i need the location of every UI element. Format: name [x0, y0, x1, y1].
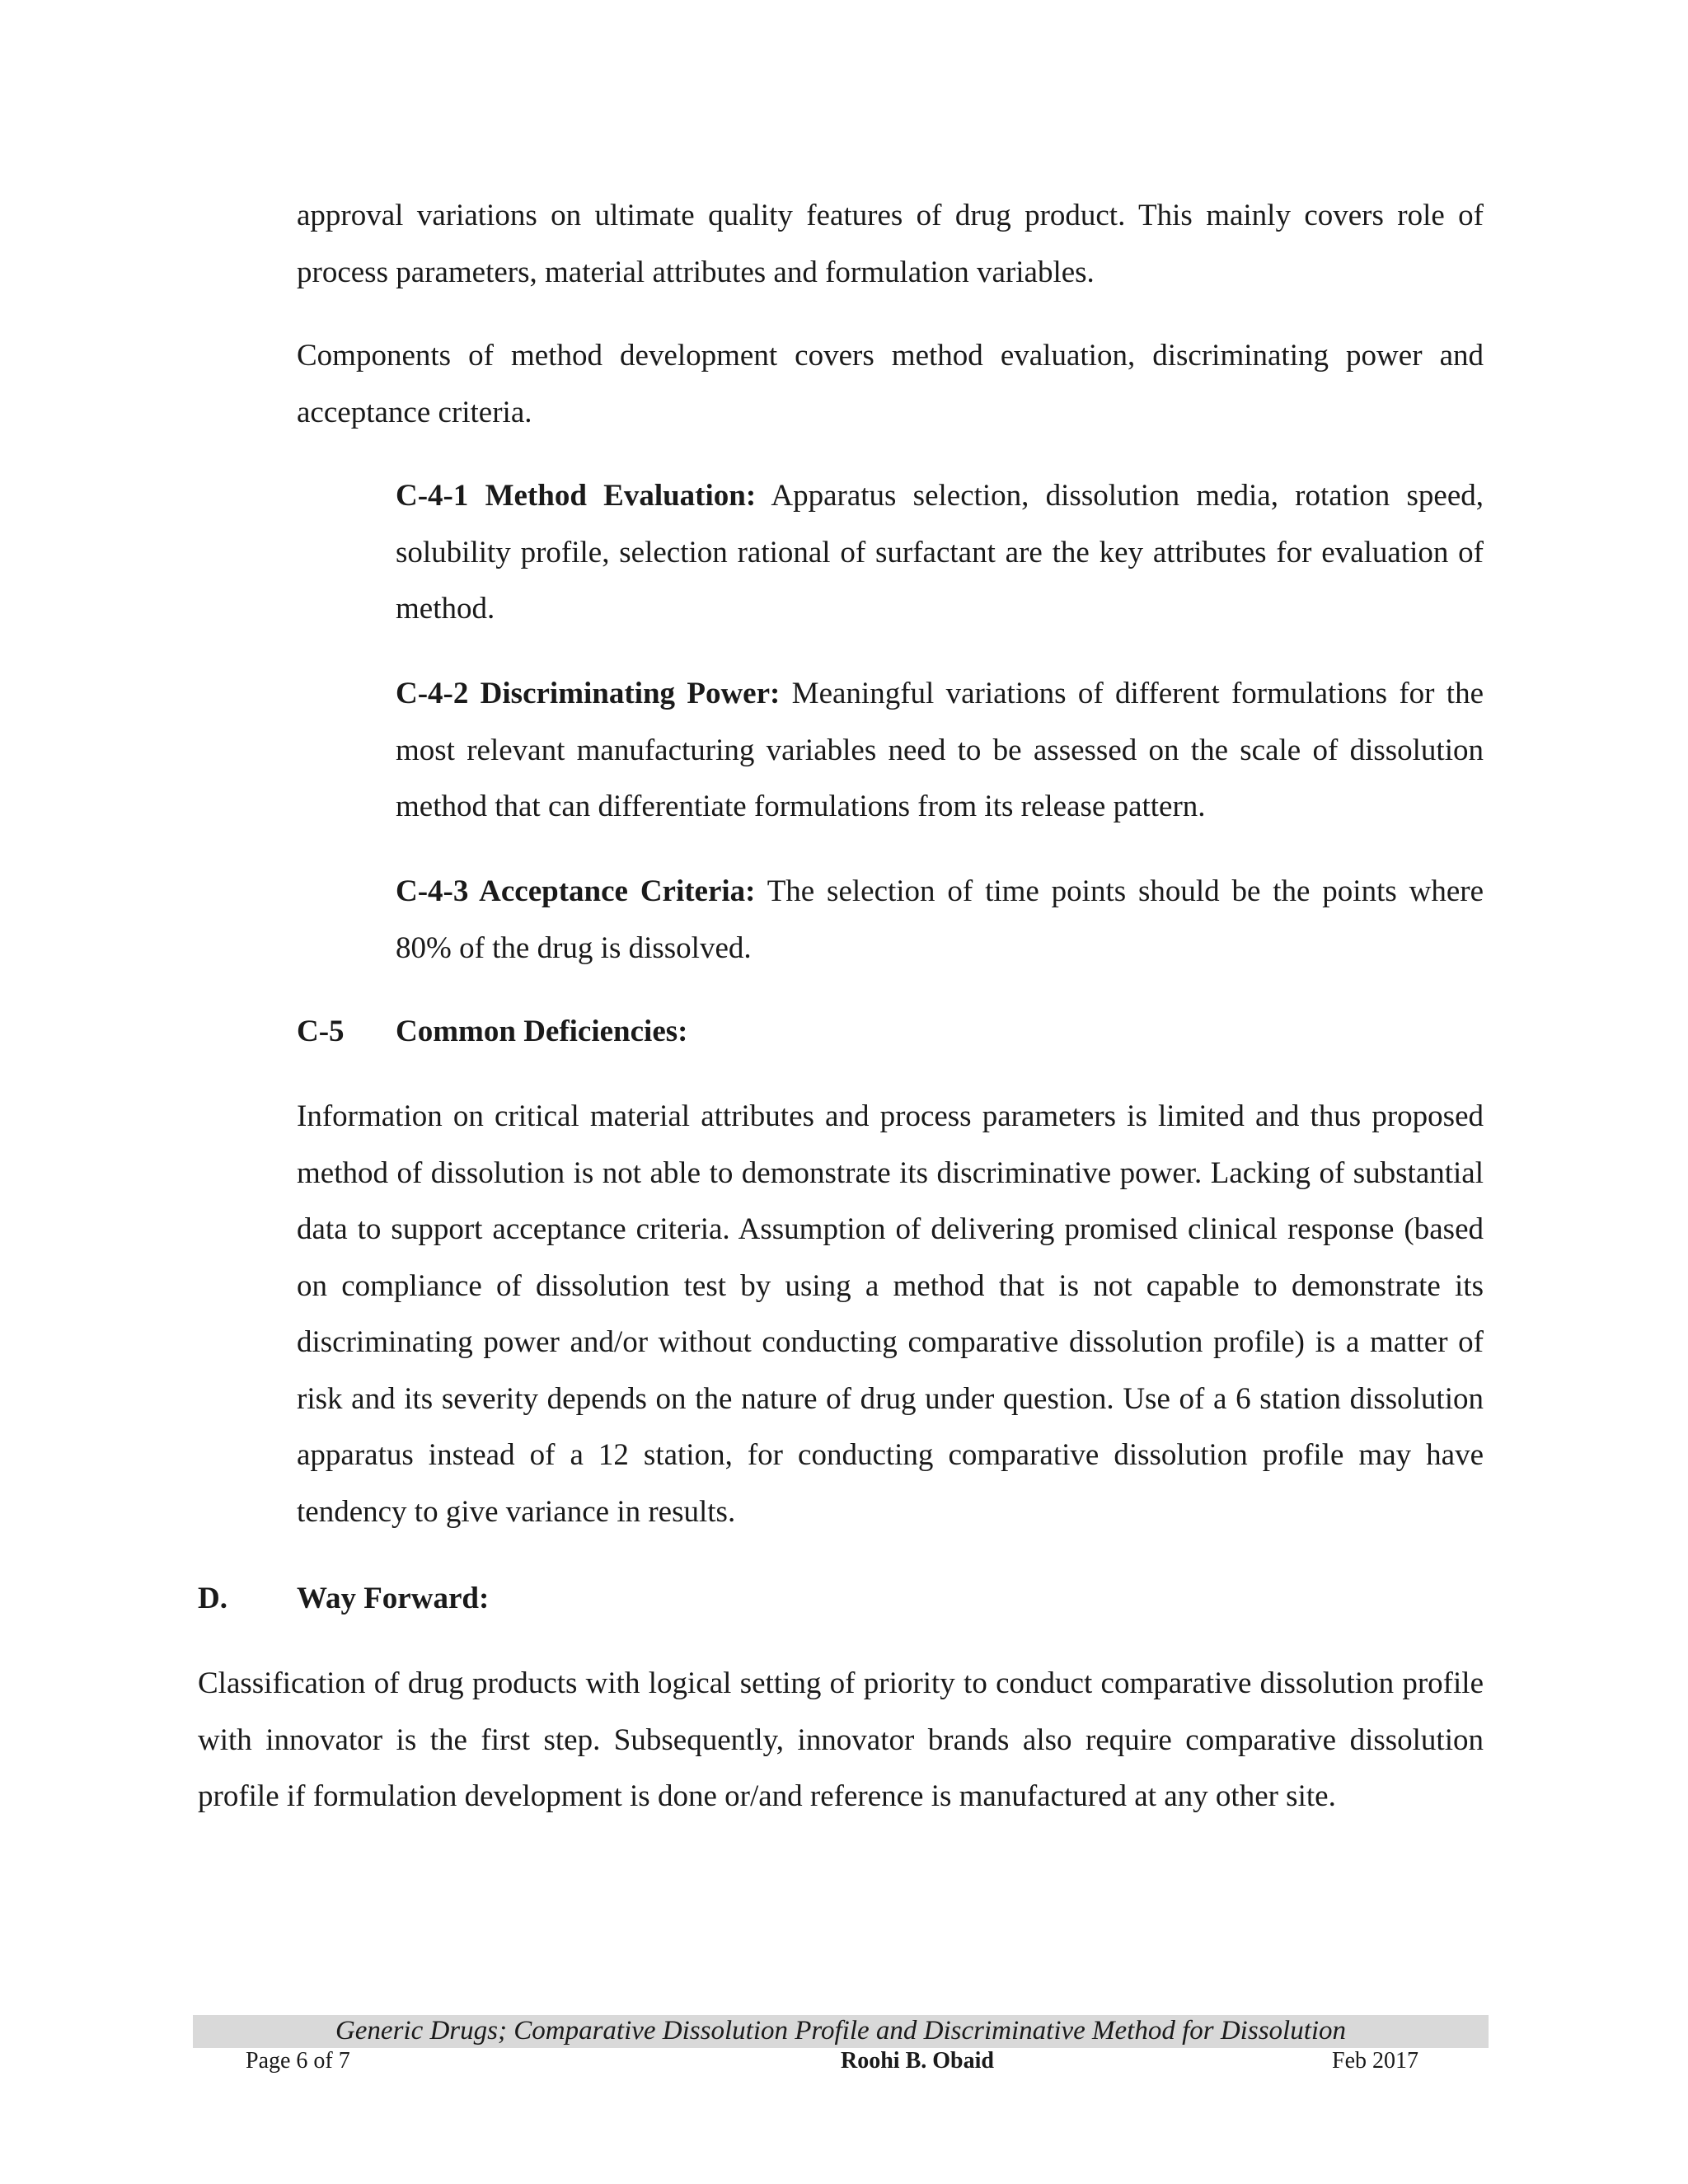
subsection-text: Meaningful variations of different formulations for the most relevant manufacturing variables need to be assessed on the scale of dissolution method that can differentiate formulations from its release pattern.: [396, 677, 1484, 823]
intro-continuation-paragraph: approval variations on ultimate quality features of drug product. This mainly covers role of process parameters, material attributes and formulation variables.: [297, 199, 1484, 289]
section-c5-number: C-5: [297, 1015, 345, 1048]
subsection-discriminating-power: [396, 666, 1484, 836]
section-d-heading: [198, 1571, 1022, 1627]
components-paragraph: Components of method development covers method evaluation, discriminating power and acceptance criteria.: [297, 339, 1484, 429]
footer-date: Feb 2017: [1332, 2048, 1418, 2074]
subsection-label: C-4-3 Acceptance Criteria:: [396, 874, 756, 908]
subsection-label: C-4-2 Discriminating Power:: [396, 677, 781, 710]
footer-document-title: Generic Drugs; Comparative Dissolution Profile and Discriminative Method for Dissolution: [335, 2016, 1347, 2046]
section-d-number: D.: [198, 1582, 227, 1615]
footer-author: Roohi B. Obaid: [841, 2048, 994, 2074]
section-c5-paragraph: Information on critical material attributes and process parameters is limited and thus proposed method of dissolution is not able to demonstrate its discriminative power. Lacking of substantial data to support acceptance criteria. Assumption of delivering promised clinical response (based on compliance of dissolution test by using a method that is not capable to demonstrate its discriminating power and/or without conducting comparative dissolution profile) is a matter of risk and its severity depends on the nature of drug under question. Use of a 6 station dissolution apparatus instead of a 12 station, for conducting comparative dissolution profile may have tendency to give variance in results.: [297, 1099, 1484, 1529]
section-d-paragraph: Classification of drug products with logical setting of priority to conduct comparative dissolution profile with innovator is the first step. Subsequently, innovator brands also require comparative dissolution profile if formulation development is done or/and reference is manufactured at any other site.: [198, 1666, 1484, 1813]
subsection-text: The selection of time points should be the points where 80% of the drug is dissolved.: [396, 874, 1484, 965]
section-d-title: Way Forward:: [297, 1582, 490, 1615]
subsection-method-evaluation: [396, 468, 1484, 638]
section-c5-heading: [297, 1004, 1121, 1060]
subsection-label: C-4-1 Method Evaluation:: [396, 479, 757, 513]
section-c5-title: Common Deficiencies:: [396, 1015, 688, 1048]
subsection-text: Apparatus selection, dissolution media, rotation speed, solubility profile, selection rational of surfactant are the key attributes for evaluation of method.: [396, 479, 1484, 626]
footer-page-number: Page 6 of 7: [246, 2048, 350, 2074]
subsection-acceptance-criteria: [396, 864, 1484, 977]
